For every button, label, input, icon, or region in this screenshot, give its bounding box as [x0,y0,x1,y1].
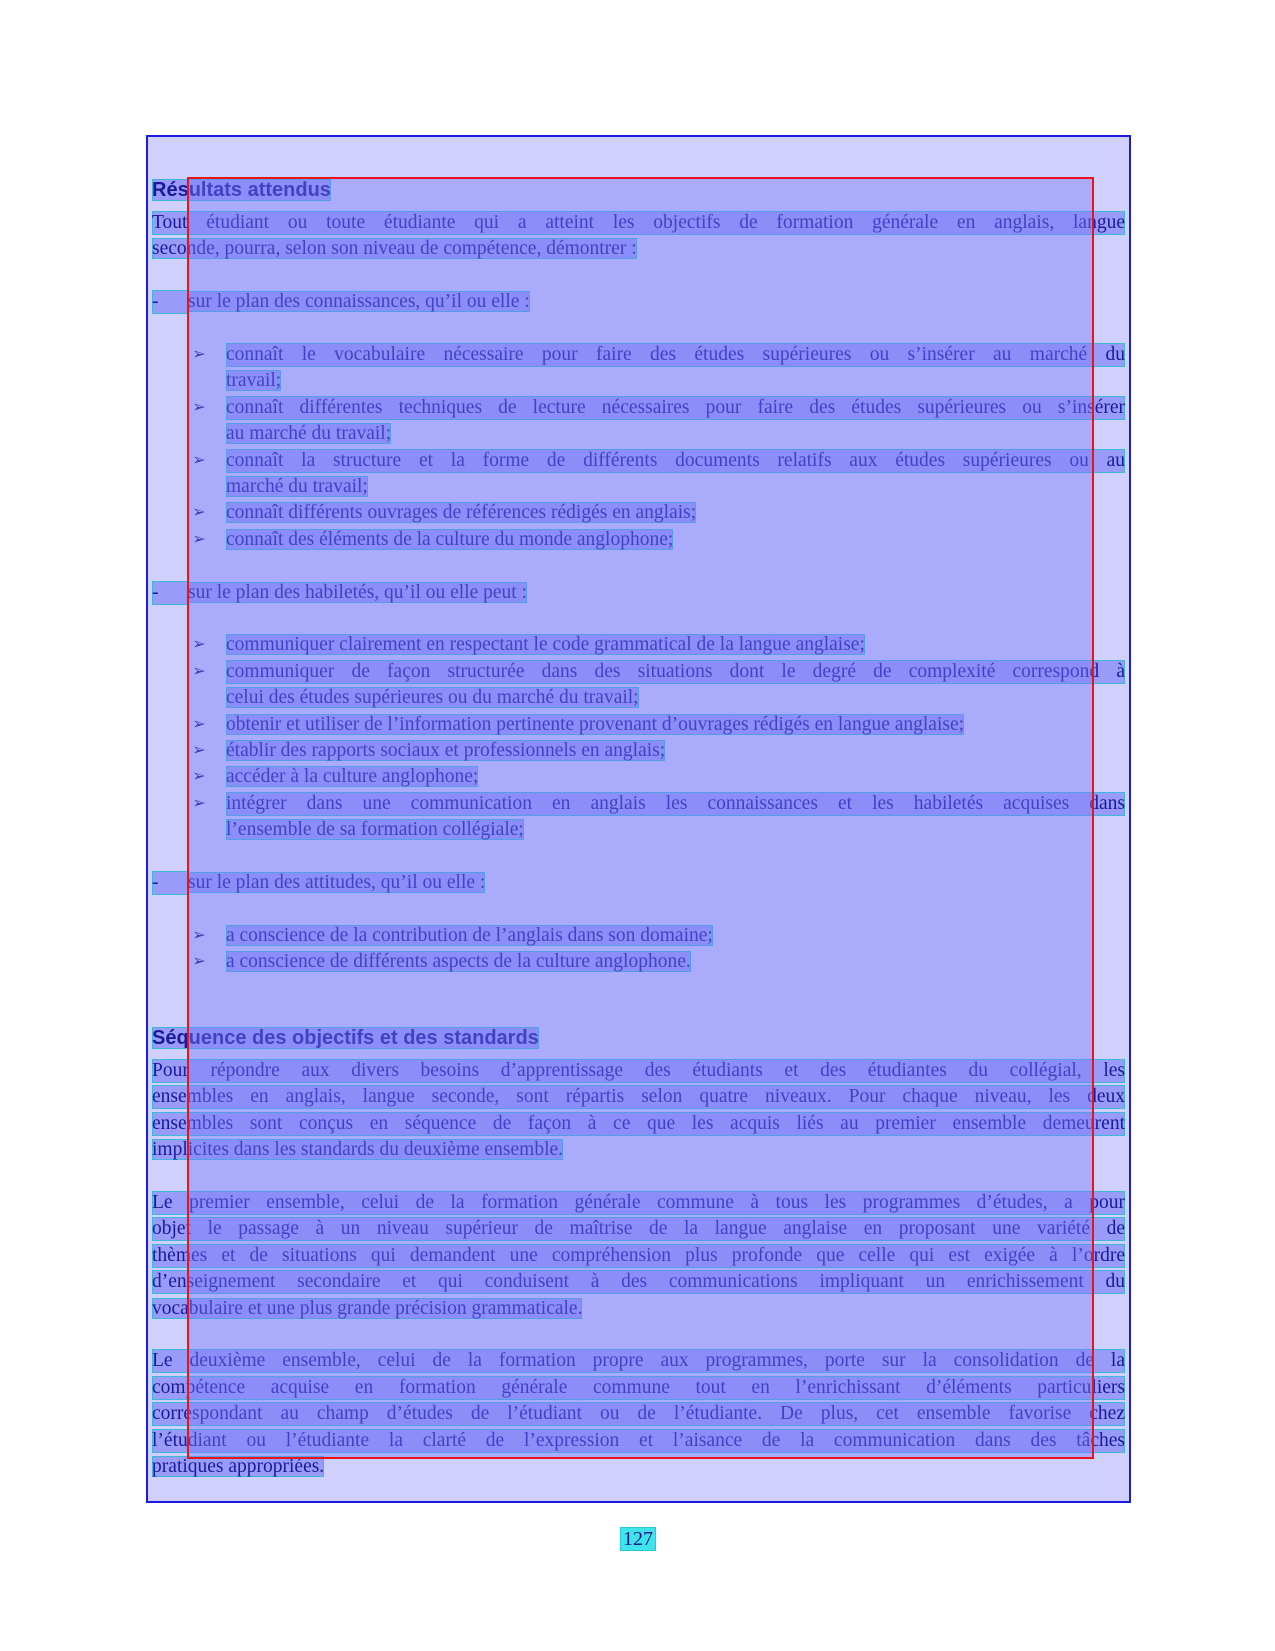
paragraph-line: compétence acquise en formation générale commune tout en l’enrichissant d’éléments particuliers [152,1376,1125,1398]
dash-bullet: - [152,581,188,605]
paragraph-line: vocabulaire et une plus grande précision grammaticale. [152,1297,583,1319]
paragraph-line: pratiques appropriées. [152,1456,325,1477]
paragraph-line: objet le passage à un niveau supérieur de maîtrise de la langue anglaise en proposant une variété de [152,1218,1125,1240]
section-heading-results: Résultats attendus [152,179,331,201]
paragraph-line: ensembles sont conçus en séquence de façon à ce que les acquis liés au premier ensemble demeurent [152,1112,1125,1134]
dash-bullet: - [152,871,188,895]
arrow-bullet-icon: ➢ [192,398,206,416]
arrow-bullet-icon: ➢ [192,742,206,759]
arrow-bullet-icon: ➢ [192,768,206,786]
dash-bullet: - [152,290,188,314]
list-item-line: obtenir et utiliser de l’information pertinente provenant d’ouvrages rédigés en langue anglaise; [226,713,965,735]
arrow-bullet-icon: ➢ [192,451,206,469]
paragraph-line: thèmes et de situations qui demandent une compréhension plus profonde que celle qui est exigée à l’ordre [152,1244,1125,1266]
list-item-line: communiquer clairement en respectant le code grammatical de la langue anglaise; [226,634,865,656]
arrow-bullet-icon: ➢ [192,953,206,971]
paragraph-line: d’enseignement secondaire et qui conduisent à des communications impliquant un enrichissement du [152,1271,1125,1293]
list-item-line: l’ensemble de sa formation collégiale; [226,819,524,841]
list-item-line: connaît différentes techniques de lecture nécessaires pour faire des études supérieures ou s’insérer [226,396,1125,418]
paragraph-line: correspondant au champ d’études de l’étudiant ou de l’étudiante. De plus, cet ensemble favorise chez [152,1403,1125,1425]
group-title: sur le plan des connaissances, qu’il ou elle : [188,291,530,313]
paragraph-line: ensembles en anglais, langue seconde, sont répartis selon quatre niveaux. Pour chaque niveau, les deux [152,1086,1125,1108]
list-item-line: connaît le vocabulaire nécessaire pour faire des études supérieures ou s’insérer au marché du [226,344,1125,365]
arrow-bullet-icon: ➢ [192,530,206,548]
list-item-line: accéder à la culture anglophone; [226,766,479,788]
list-item-line: connaît la structure et la forme de différents documents relatifs aux études supérieures ou au [226,449,1125,471]
arrow-bullet-icon: ➢ [192,662,206,680]
list-item-line: au marché du travail; [226,423,392,445]
arrow-bullet-icon: ➢ [192,926,206,944]
list-item-line: a conscience de la contribution de l’anglais dans son domaine; [226,924,713,946]
list-item-line: celui des études supérieures ou du marché du travail; [226,687,639,709]
group-title: sur le plan des habiletés, qu’il ou elle peut : [188,581,527,603]
list-item-line: établir des rapports sociaux et professionnels en anglais; [226,740,666,761]
arrow-bullet-icon: ➢ [192,794,206,812]
page-number: 127 [620,1527,656,1551]
list-item-line: a conscience de différents aspects de la culture anglophone. [226,951,691,973]
paragraph-line: Pour répondre aux divers besoins d’apprentissage des étudiants et des étudiantes du collégial, les [152,1060,1125,1081]
arrow-bullet-icon: ➢ [192,636,206,654]
list-item-line: connaît différents ouvrages de références rédigés en anglais; [226,502,697,524]
paragraph-line: Le deuxième ensemble, celui de la formation propre aux programmes, porte sur la consolidation de la [152,1350,1125,1372]
paragraph-line: l’étudiant ou l’étudiante la clarté de l’expression et l’aisance de la communication dans des tâches [152,1429,1125,1451]
section-heading-sequence: Séquence des objectifs et des standards [152,1027,539,1049]
arrow-bullet-icon: ➢ [192,504,206,522]
group-title: sur le plan des attitudes, qu’il ou elle : [188,872,486,893]
list-item-line: travail; [226,370,282,392]
paragraph-line: Le premier ensemble, celui de la formation générale commune à tous les programmes d’études, a pour [152,1192,1125,1213]
list-item-line: marché du travail; [226,476,368,497]
list-item-line: connaît des éléments de la culture du monde anglophone; [226,528,674,550]
list-item-line: communiquer de façon structurée dans des situations dont le degré de complexité correspond à [226,660,1125,682]
intro-line: seconde, pourra, selon son niveau de compétence, démontrer : [152,238,637,260]
list-item-line: intégrer dans une communication en anglais les connaissances et les habiletés acquises dans [226,792,1125,814]
arrow-bullet-icon: ➢ [192,715,206,733]
paragraph-line: implicites dans les standards du deuxième ensemble. [152,1139,564,1161]
intro-line: Tout étudiant ou toute étudiante qui a atteint les objectifs de formation générale en anglais, langue [152,212,1125,233]
arrow-bullet-icon: ➢ [192,346,206,363]
